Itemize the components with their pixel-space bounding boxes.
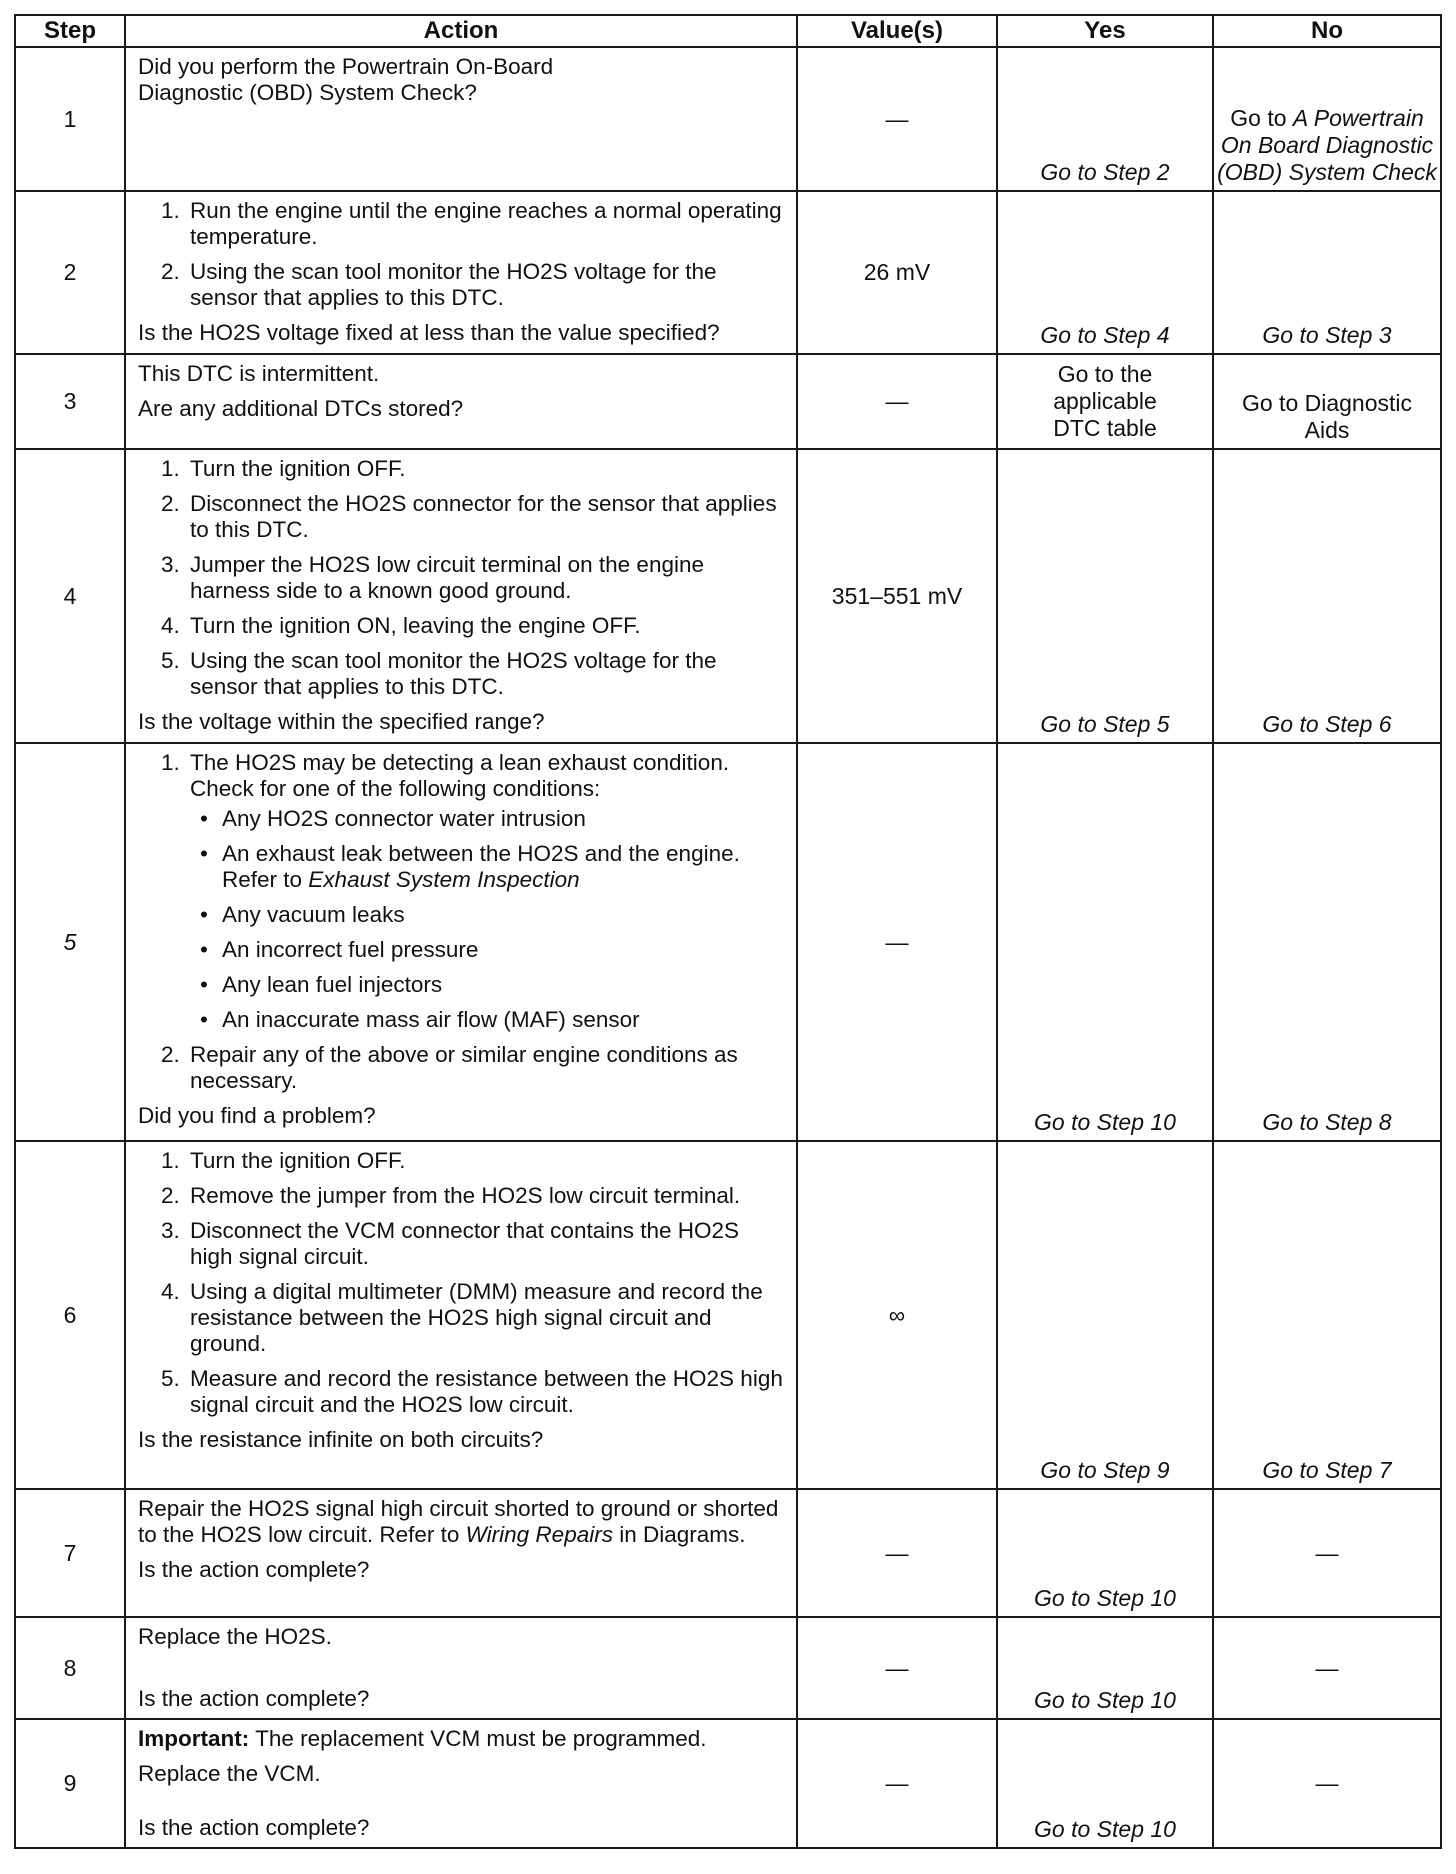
no-reference: A Powertrain On Board Diagnostic (OBD) System Check	[1217, 105, 1437, 185]
value-cell: —	[797, 1719, 997, 1848]
step-number: 3	[15, 354, 125, 449]
action-cell	[125, 47, 797, 191]
list-item: 2. Repair any of the above or similar engine conditions as necessary.	[186, 1042, 786, 1094]
step-number: 5	[15, 743, 125, 1141]
yes-cell	[997, 1719, 1213, 1848]
yes-link[interactable]: Go to Step 10	[1034, 1109, 1176, 1135]
table-row	[15, 449, 1441, 743]
reference-link[interactable]: Exhaust System Inspection	[308, 867, 580, 892]
yes-cell	[997, 191, 1213, 354]
yes-cell	[997, 1617, 1213, 1719]
condition-text: An exhaust leak between the HO2S and the engine. Refer to	[222, 841, 740, 892]
condition-item: • An inaccurate mass air flow (MAF) sensor	[218, 1007, 786, 1033]
action-text: Replace the VCM.	[138, 1761, 321, 1786]
action-cell	[125, 354, 797, 449]
step-number: 1	[15, 47, 125, 191]
value-cell: 351–551 mV	[797, 449, 997, 743]
no-cell	[1213, 191, 1441, 354]
list-item: 2. Using the scan tool monitor the HO2S voltage for the sensor that applies to this DTC.	[186, 259, 786, 311]
action-text: Replace the HO2S.	[138, 1624, 332, 1649]
important-label: Important:	[138, 1726, 250, 1751]
question-text: Is the voltage within the specified range?	[138, 709, 545, 734]
question-text: Did you find a problem?	[138, 1103, 376, 1128]
no-cell	[1213, 743, 1441, 1141]
action-cell	[125, 1489, 797, 1617]
condition-item: • Any lean fuel injectors	[218, 972, 786, 998]
no-link[interactable]: Go to Step 7	[1262, 1457, 1392, 1483]
yes-link[interactable]: Go to Step 5	[1040, 711, 1170, 737]
list-item: 4. Using a digital multimeter (DMM) measure and record the resistance between the HO2S high signal circuit and ground.	[186, 1279, 786, 1357]
header-values: Value(s)	[797, 15, 997, 47]
important-text: The replacement VCM must be programmed.	[249, 1726, 707, 1751]
no-cell: —	[1213, 1719, 1441, 1848]
header-row	[15, 15, 1441, 47]
table-row	[15, 1617, 1441, 1719]
list-item: 3. Disconnect the VCM connector that contains the HO2S high signal circuit.	[186, 1218, 786, 1270]
action-text-part: Repair the HO2S signal high circuit shorted to ground or shorted to the HO2S low circuit. Refer to	[138, 1496, 779, 1547]
action-cell	[125, 743, 797, 1141]
question-text: Is the resistance infinite on both circuits?	[138, 1427, 544, 1452]
list-item: 2. Remove the jumper from the HO2S low circuit terminal.	[186, 1183, 786, 1209]
list-item: 5. Using the scan tool monitor the HO2S voltage for the sensor that applies to this DTC.	[186, 648, 786, 700]
action-cell	[125, 1617, 797, 1719]
no-link[interactable]: Go to Diagnostic Aids	[1241, 390, 1413, 443]
reference-link[interactable]: Wiring Repairs	[465, 1522, 613, 1547]
header-step: Step	[15, 15, 125, 47]
condition-item: • Any HO2S connector water intrusion	[218, 806, 786, 832]
step-number: 8	[15, 1617, 125, 1719]
header-action: Action	[125, 15, 797, 47]
action-cell	[125, 1141, 797, 1489]
question-text: Is the action complete?	[138, 1815, 370, 1840]
step-number: 9	[15, 1719, 125, 1848]
action-text: This DTC is intermittent.	[138, 361, 380, 386]
value-cell: —	[797, 1489, 997, 1617]
table-row	[15, 1489, 1441, 1617]
table-row	[15, 354, 1441, 449]
question-text: Is the action complete?	[138, 1686, 370, 1711]
list-item: 1. Turn the ignition OFF.	[186, 1148, 786, 1174]
yes-cell	[997, 47, 1213, 191]
step-number: 4	[15, 449, 125, 743]
action-cell	[125, 1719, 797, 1848]
condition-item: • An incorrect fuel pressure	[218, 937, 786, 963]
yes-link[interactable]: Go to Step 4	[1040, 322, 1170, 348]
no-link[interactable]: Go to Step 6	[1262, 711, 1392, 737]
yes-cell[interactable]	[997, 354, 1213, 449]
action-list	[138, 1148, 786, 1418]
list-item: 5. Measure and record the resistance between the HO2S high signal circuit and the HO2S low circuit.	[186, 1366, 786, 1418]
list-item: 3. Jumper the HO2S low circuit terminal on the engine harness side to a known good ground.	[186, 552, 786, 604]
no-link[interactable]: Go to Step 3	[1262, 322, 1392, 348]
question-text: Is the HO2S voltage fixed at less than the value specified?	[138, 320, 720, 345]
value-cell: —	[797, 1617, 997, 1719]
important-note	[138, 1726, 786, 1752]
condition-item	[218, 841, 786, 893]
list-item: 1. Run the engine until the engine reaches a normal operating temperature.	[186, 198, 786, 250]
yes-link[interactable]: Go to Step 10	[1034, 1585, 1176, 1611]
condition-item: • Any vacuum leaks	[218, 902, 786, 928]
header-yes: Yes	[997, 15, 1213, 47]
yes-link[interactable]: Go to the applicable DTC table	[1053, 361, 1157, 441]
list-item: 2. Disconnect the HO2S connector for the sensor that applies to this DTC.	[186, 491, 786, 543]
table-row	[15, 1719, 1441, 1848]
no-cell: —	[1213, 1617, 1441, 1719]
no-prefix: Go to	[1230, 105, 1293, 131]
no-link[interactable]: Go to Step 8	[1262, 1109, 1392, 1135]
value-cell: —	[797, 354, 997, 449]
question-text: Are any additional DTCs stored?	[138, 396, 464, 421]
no-cell[interactable]	[1213, 354, 1441, 449]
no-cell	[1213, 1141, 1441, 1489]
header-no: No	[1213, 15, 1441, 47]
table-row	[15, 191, 1441, 354]
step-number: 7	[15, 1489, 125, 1617]
list-item: 4. Turn the ignition ON, leaving the engine OFF.	[186, 613, 786, 639]
question-text: Is the action complete?	[138, 1557, 370, 1582]
yes-cell	[997, 1141, 1213, 1489]
step-number: 2	[15, 191, 125, 354]
table-row	[15, 47, 1441, 191]
value-cell: —	[797, 47, 997, 191]
action-cell	[125, 191, 797, 354]
list-item: 1. Turn the ignition OFF.	[186, 456, 786, 482]
step-number: 6	[15, 1141, 125, 1489]
no-cell	[1213, 449, 1441, 743]
yes-link[interactable]: Go to Step 2	[1040, 159, 1170, 185]
yes-cell	[997, 743, 1213, 1141]
action-text	[138, 1496, 786, 1548]
table-row	[15, 1141, 1441, 1489]
condition-list	[190, 806, 786, 1033]
yes-cell	[997, 1489, 1213, 1617]
action-text-part: in Diagrams.	[612, 1522, 746, 1547]
action-text: Did you perform the Powertrain On-Board Diagnostic (OBD) System Check?	[138, 54, 554, 105]
no-cell[interactable]	[1213, 47, 1441, 191]
list-item-text: The HO2S may be detecting a lean exhaust condition. Check for one of the following conditions:	[190, 750, 730, 801]
action-cell	[125, 449, 797, 743]
value-cell: ∞	[797, 1141, 997, 1489]
value-cell: —	[797, 743, 997, 1141]
value-cell: 26 mV	[797, 191, 997, 354]
action-list	[138, 456, 786, 700]
action-list	[138, 750, 786, 1094]
no-cell: —	[1213, 1489, 1441, 1617]
yes-cell	[997, 449, 1213, 743]
yes-link[interactable]: Go to Step 9	[1040, 1457, 1170, 1483]
yes-link[interactable]: Go to Step 10	[1034, 1687, 1176, 1713]
list-item	[186, 750, 786, 1033]
table-row	[15, 743, 1441, 1141]
action-list	[138, 198, 786, 311]
yes-link[interactable]: Go to Step 10	[1034, 1816, 1176, 1842]
diagnostic-table	[14, 14, 1442, 1849]
